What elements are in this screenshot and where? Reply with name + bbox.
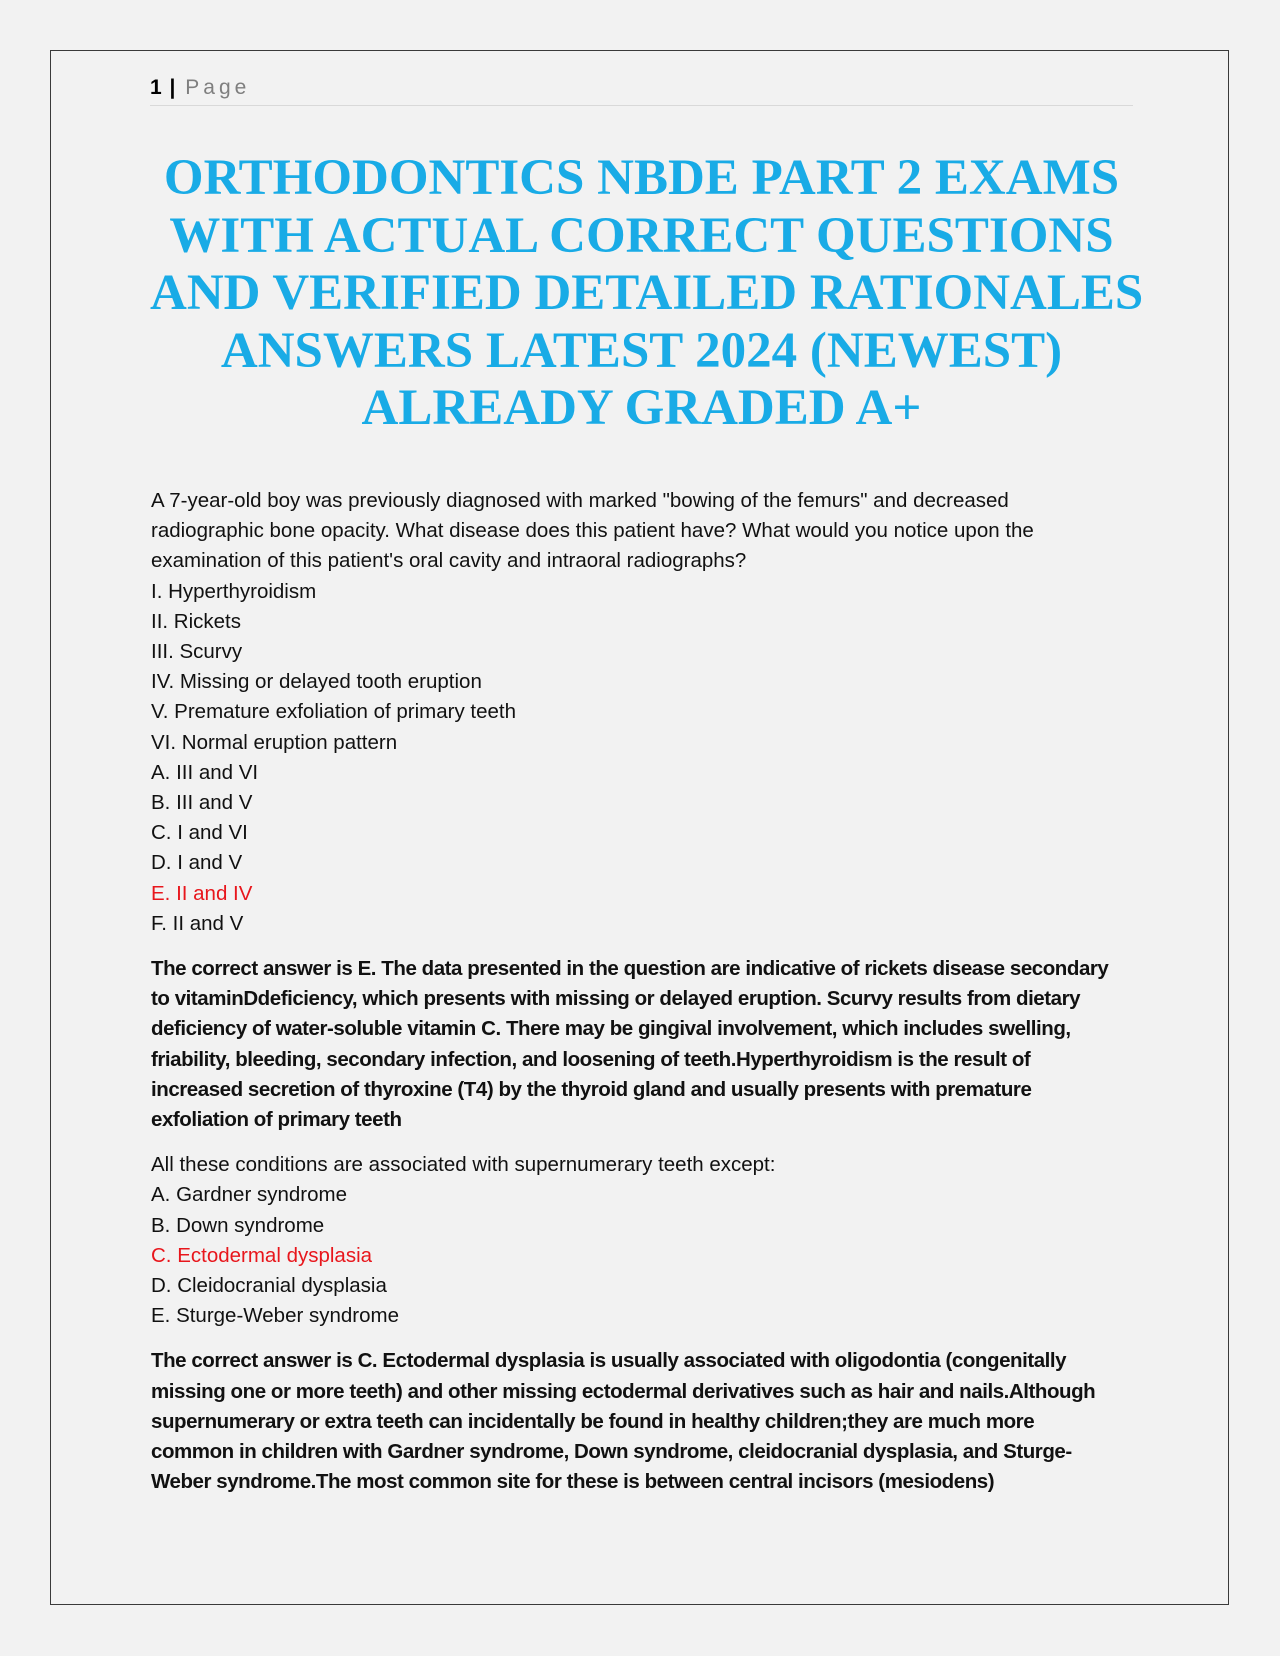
rationale-line: missing one or more teeth) and other missing ectodermal derivatives such as hair and nails.Although [151, 1379, 1096, 1403]
question-2 [151, 1150, 1136, 1497]
rationale-line: Weber syndrome.The most common site for these is between central incisors (mesiodens) [151, 1470, 995, 1494]
rationale-line: common in children with Gardner syndrome, Down syndrome, cleidocranial dysplasia, and Sturge- [151, 1440, 1072, 1464]
title-line: WITH ACTUAL CORRECT QUESTIONS [169, 207, 1114, 264]
answer-option: A. III and VI [151, 760, 259, 784]
stem-line: radiographic bone opacity. What disease does this patient have? What would you notice upon the [151, 519, 1034, 543]
question-1-options [151, 758, 1136, 939]
roman-item: III. Scurvy [151, 640, 243, 664]
answer-option: B. Down syndrome [151, 1213, 325, 1237]
rationale-line: exfoliation of primary teeth [151, 1108, 402, 1132]
roman-item: VI. Normal eruption pattern [151, 730, 398, 754]
answer-option: D. Cleidocranial dysplasia [151, 1274, 387, 1298]
roman-item: II. Rickets [151, 609, 241, 633]
rationale-line: friability, bleeding, secondary infection, and loosening of teeth.Hyperthyroidism is the result of [151, 1047, 1031, 1071]
document-title [150, 150, 1144, 438]
stem-line: A 7-year-old boy was previously diagnosed with marked "bowing of the femurs" and decreased [151, 489, 1009, 512]
roman-item: V. Premature exfoliation of primary teeth [151, 700, 517, 724]
rationale-line: The correct answer is E. The data presented in the question are indicative of rickets disease secondary [151, 957, 1109, 981]
rationale-line: deficiency of water-soluble vitamin C. There may be gingival involvement, which includes swelling, [151, 1017, 1071, 1041]
question-1-stem [151, 486, 1136, 577]
answer-option: B. III and V [151, 791, 253, 815]
answer-option: F. II and V [151, 911, 244, 935]
answer-option: D. I and V [151, 851, 243, 875]
title-line: AND VERIFIED DETAILED RATIONALES [150, 265, 1144, 321]
question-2-options [151, 1180, 1136, 1331]
rationale-line: increased secretion of thyroxine (T4) by the thyroid gland and usually presents with premature [151, 1077, 1032, 1101]
answer-option: E. Sturge-Weber syndrome [151, 1304, 400, 1328]
roman-item: IV. Missing or delayed tooth eruption [151, 670, 482, 694]
answer-option: A. Gardner syndrome [151, 1183, 347, 1207]
title-line: ANSWERS LATEST 2024 (NEWEST) [220, 322, 1063, 379]
page-number: 1 [150, 76, 162, 99]
correct-answer-option: E. II and IV [151, 881, 253, 905]
question-1 [151, 486, 1136, 1135]
question-1-items [151, 577, 1136, 758]
title-line: ALREADY GRADED A+ [361, 380, 922, 436]
rationale-line: The correct answer is C. Ectodermal dysplasia is usually associated with oligodontia (congenitally [151, 1349, 1067, 1373]
correct-answer-option: C. Ectodermal dysplasia [151, 1243, 373, 1267]
question-1-rationale [151, 954, 1136, 1135]
rationale-line: supernumerary or extra teeth can incidentally be found in healthy children;they are much more [151, 1409, 1035, 1433]
page-separator: | [169, 76, 176, 99]
title-line: ORTHODONTICS NBDE PART 2 EXAMS [163, 150, 1120, 206]
question-2-stem: All these conditions are associated with supernumerary teeth except: [151, 1153, 776, 1177]
answer-option: C. I and VI [151, 821, 248, 845]
stem-line: examination of this patient's oral cavity and intraoral radiographs? [151, 549, 747, 573]
roman-item: I. Hyperthyroidism [151, 579, 317, 603]
rationale-line: to vitaminDdeficiency, which presents with missing or delayed eruption. Scurvy results from dietary [151, 987, 1081, 1011]
page-header [150, 76, 1133, 106]
document-body [151, 486, 1136, 1513]
page-word: Page [185, 76, 251, 99]
question-2-rationale [151, 1346, 1136, 1497]
